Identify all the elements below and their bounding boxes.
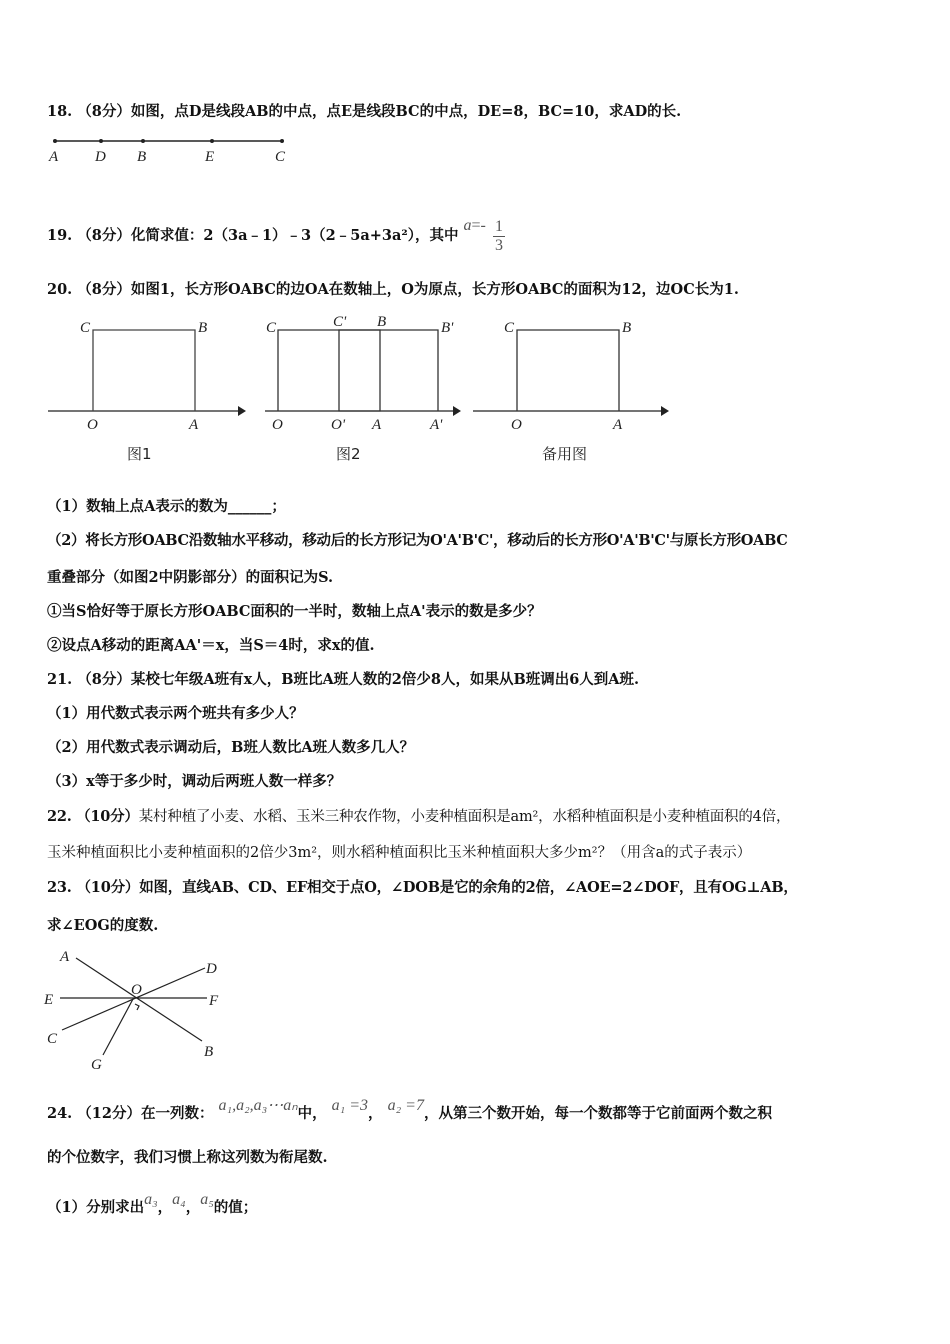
math-a2: a₂ =7: [387, 1097, 424, 1114]
point-label: A': [430, 417, 443, 433]
figure-caption: 图1: [127, 445, 152, 463]
point-label: O: [131, 982, 142, 998]
math-operator: =-: [471, 217, 486, 234]
math-variable: a: [463, 217, 472, 234]
figure-spare: [473, 320, 669, 463]
question-text: 如图1，长方形OABC的边OA在数轴上，O为原点，长方形OABC的面积为12，边OC长为1.: [130, 281, 739, 298]
question-number: 19.: [47, 227, 73, 244]
question-score: （8分）: [77, 227, 131, 244]
q20-part2-sub2: ②设点A移动的距离AA'＝x，当S＝4时，求x的值.: [47, 637, 375, 654]
question-19: [47, 216, 505, 255]
point-label: A: [49, 149, 59, 165]
question-24: [47, 1096, 772, 1124]
question-22: [47, 807, 790, 827]
q20-part1: （1）数轴上点A表示的数为______；: [47, 498, 286, 515]
question-21: [47, 670, 639, 690]
question-text: 化简求值：2（3a﹣1）﹣3（2﹣5a+3a²），其中: [130, 227, 459, 244]
q21-part1: （1）用代数式表示两个班共有多少人？: [47, 705, 304, 722]
question-text: 如图，点D是线段AB的中点，点E是线段BC的中点，DE=8，BC=10，求AD的长.: [130, 103, 682, 120]
point-label: O': [331, 417, 346, 433]
q21-part2: （2）用代数式表示调动后，B班人数比A班人数多几人？: [47, 739, 415, 756]
point-label: D: [95, 149, 106, 165]
point-label: B: [204, 1044, 214, 1060]
point-label: B: [137, 149, 147, 165]
question-score: （8分）: [77, 103, 131, 120]
point-label: E: [205, 149, 215, 165]
point-label: B: [198, 320, 208, 336]
point-label: A: [60, 949, 70, 965]
figure-2: [265, 314, 461, 463]
point-label: C: [266, 320, 277, 336]
math-sequence: a₁,a₂,a₃⋯aₙ: [218, 1097, 298, 1114]
question-number: 18.: [47, 103, 73, 120]
question-score: （10分）: [76, 808, 139, 825]
question-number: 21.: [47, 671, 73, 688]
q20-part2: （2）将长方形OABC沿数轴水平移动，移动后的长方形记为O'A'B'C'，移动后的长方形O'A'B'C'与原长方形OABC: [47, 532, 788, 549]
point-label: B: [377, 314, 387, 330]
numerator: 1: [494, 217, 503, 235]
point-label: C: [504, 320, 515, 336]
q21-part3: （3）x等于多少时，调动后两班人数一样多？: [47, 773, 342, 790]
denominator: 3: [494, 236, 503, 254]
question-number: 20.: [47, 281, 73, 298]
separator: ，: [368, 1105, 383, 1122]
point-label: O: [87, 417, 98, 433]
point-label: A: [372, 417, 382, 433]
point-label: O: [272, 417, 283, 433]
point-label: O: [511, 417, 522, 433]
question-text: 如图，直线AB、CD、EF相交于点O，∠DOB是它的余角的2倍，∠AOE=2∠DOF，且有OG⊥AB，: [139, 879, 798, 896]
question-score: （8分）: [77, 281, 131, 298]
point-label: C': [333, 314, 347, 330]
question-number: 22.: [47, 808, 72, 825]
point-label: C: [275, 149, 286, 165]
question-number: 23.: [47, 879, 72, 896]
question-23: [47, 878, 798, 898]
question-score: （8分）: [77, 671, 131, 688]
math-a1: a₁ =3: [331, 1097, 369, 1114]
q20-part2-cont: 重叠部分（如图2中阴影部分）的面积记为S.: [47, 569, 334, 586]
figure-1: [48, 320, 246, 463]
point-label: E: [44, 992, 54, 1008]
point-label: A: [189, 417, 199, 433]
q23-cont: 求∠EOG的度数.: [47, 917, 159, 934]
math-a4: a₄: [172, 1191, 186, 1208]
point-label: A: [613, 417, 623, 433]
question-text: ，从第三个数开始，每一个数都等于它前面两个数之积: [423, 1105, 772, 1122]
point-label: D: [206, 961, 217, 977]
math-a5: a₅: [200, 1191, 214, 1208]
lines-intersection-figure: [43, 949, 219, 1073]
point-label: B: [622, 320, 632, 336]
point-label: C: [47, 1031, 58, 1047]
separator: ，: [157, 1199, 173, 1216]
point-label: G: [91, 1057, 102, 1073]
q24-cont: 的个位数字，我们习惯上称这列数为衔尾数.: [47, 1149, 328, 1166]
fraction: [493, 218, 505, 255]
separator: ，: [185, 1199, 201, 1216]
q20-part2-sub1: ①当S恰好等于原长方形OABC面积的一半时，数轴上点A'表示的数是多少？: [47, 603, 542, 620]
question-text: 某村种植了小麦、水稻、玉米三种农作物，小麦种植面积是am²，水稻种植面积是小麦种植面积的4倍，: [138, 809, 791, 825]
figure-caption: 图2: [336, 445, 361, 463]
question-text: 中，: [297, 1105, 327, 1122]
figure-caption: 备用图: [542, 445, 588, 463]
part-text: 的值；: [213, 1199, 258, 1216]
question-score: （12分）: [77, 1105, 141, 1122]
part-text: （1）分别求出: [47, 1199, 145, 1216]
math-a3: a₃: [144, 1191, 158, 1208]
question-20: [47, 280, 739, 300]
segment-figure: [48, 139, 286, 165]
question-text: 某校七年级A班有x人，B班比A班人数的2倍少8人，如果从B班调出6人到A班.: [130, 671, 640, 688]
question-number: 24.: [47, 1105, 73, 1122]
point-label: C: [80, 320, 91, 336]
point-label: B': [441, 320, 454, 336]
point-label: F: [209, 993, 219, 1009]
q24-part1: [47, 1190, 257, 1218]
question-score: （10分）: [76, 879, 140, 896]
q22-cont: 玉米种植面积比小麦种植面积的2倍少3m²，则水稻种植面积比玉米种植面积大多少m²？（用含a的式子表示）: [47, 845, 752, 861]
question-text: 在一列数：: [140, 1105, 214, 1122]
